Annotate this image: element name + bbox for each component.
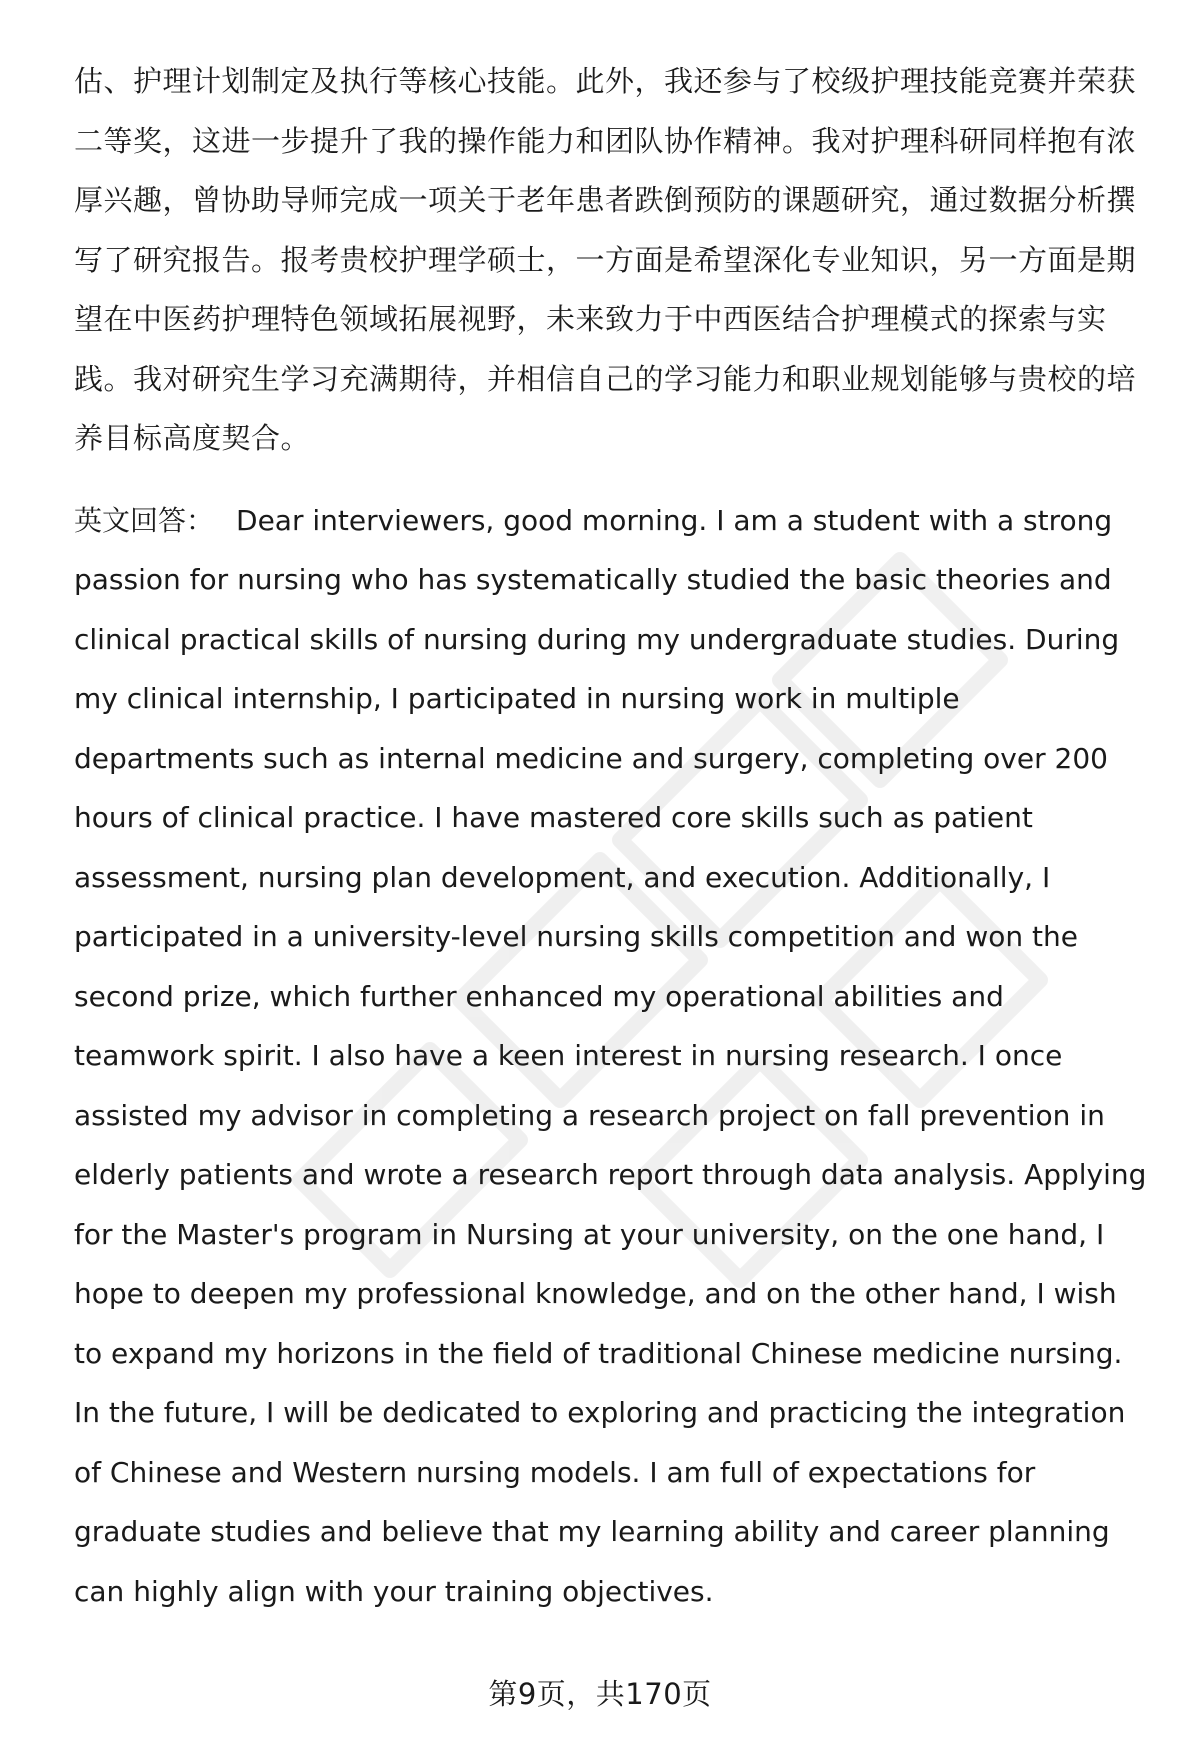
english-line: elderly patients and wrote a research report through data analysis. Applying	[74, 1158, 1147, 1191]
english-line: assessment, nursing plan development, and execution. Additionally, I	[74, 860, 1051, 894]
english-answer-label: 英文回答：	[74, 503, 215, 537]
english-line: Dear interviewers, good morning. I am a student with a strong	[236, 503, 1113, 537]
chinese-line: 养目标高度契合。	[74, 421, 311, 455]
chinese-line: 践。我对研究生学习充满期待，并相信自己的学习能力和职业规划能够与贵校的培	[74, 361, 1137, 396]
content-area	[74, 52, 1160, 1621]
english-line: passion for nursing who has systematically studied the basic theories and	[74, 563, 1112, 596]
english-line: hours of clinical practice. I have mastered core skills such as patient	[74, 801, 1033, 834]
chinese-line: 估、护理计划制定及执行等核心技能。此外，我还参与了校级护理技能竞赛并荣获	[74, 64, 1137, 98]
english-line: graduate studies and believe that my learning ability and career planning	[74, 1515, 1110, 1548]
chinese-answer-paragraph	[74, 52, 1160, 469]
english-line: clinical practical skills of nursing during my undergraduate studies. During	[74, 622, 1120, 656]
english-line: participated in a university-level nursing skills competition and won the	[74, 920, 1078, 953]
english-line: to expand my horizons in the field of traditional Chinese medicine nursing.	[74, 1336, 1123, 1370]
english-line: hope to deepen my professional knowledge, and on the other hand, I wish	[74, 1277, 1117, 1310]
english-line: departments such as internal medicine and surgery, completing over 200	[74, 741, 1108, 775]
english-line: In the future, I will be dedicated to exploring and practicing the integration	[74, 1396, 1126, 1429]
english-line: can highly align with your training objectives.	[74, 1574, 714, 1608]
english-first-line	[74, 491, 1160, 551]
chinese-line: 写了研究报告。报考贵校护理学硕士，一方面是希望深化专业知识，另一方面是期	[74, 242, 1137, 277]
english-line: assisted my advisor in completing a research project on fall prevention in	[74, 1098, 1105, 1132]
english-line: for the Master's program in Nursing at your university, on the one hand, I	[74, 1217, 1105, 1251]
page-number: 第9页，共170页	[488, 1677, 712, 1711]
chinese-line: 二等奖，这进一步提升了我的操作能力和团队协作精神。我对护理科研同样抱有浓	[74, 123, 1137, 158]
english-line: second prize, which further enhanced my operational abilities and	[74, 979, 1004, 1013]
english-line: my clinical internship, I participated in nursing work in multiple	[74, 682, 960, 715]
english-line: of Chinese and Western nursing models. I am full of expectations for	[74, 1455, 1036, 1489]
english-answer-paragraph	[74, 491, 1160, 1622]
chinese-line: 望在中医药护理特色领域拓展视野，未来致力于中西医结合护理模式的探索与实	[74, 302, 1107, 336]
english-line: teamwork spirit. I also have a keen interest in nursing research. I once	[74, 1039, 1063, 1072]
chinese-line: 厚兴趣，曾协助导师完成一项关于老年患者跌倒预防的课题研究，通过数据分析撰	[74, 183, 1137, 217]
